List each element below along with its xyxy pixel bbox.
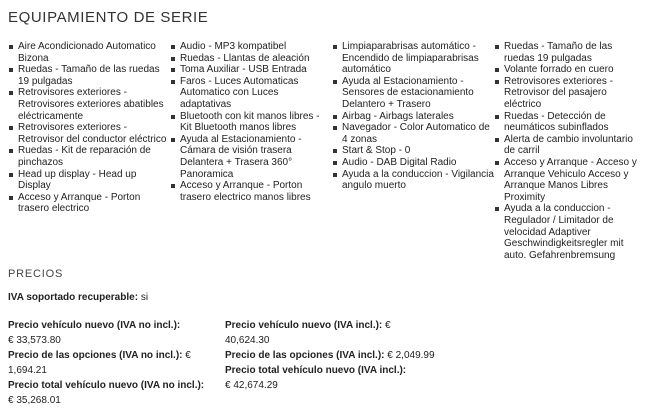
price-new-label: Precio vehículo nuevo (IVA no incl.): [8, 320, 181, 331]
iva-label: IVA soportado recuperable: [8, 292, 139, 303]
iva-recoverable [8, 292, 148, 303]
equipment-item: Ayuda a la conduccion - Regulador / Limitador de velocidad Adaptiver Geschwindigkeitsregler mit auto. Gefahrenbremsung [494, 203, 644, 261]
equipment-item: Acceso y Arranque - Acceso y Arranque Vehiculo Acceso y Arranque Manos Libres Proximity [494, 157, 644, 203]
equipment-item: Retrovisores exteriores - Retrovisor del pasajero eléctrico [494, 76, 644, 111]
price-new-value: € 33,573.80 [8, 335, 61, 346]
equipment-column-1 [8, 41, 170, 261]
equipment-item: Bluetooth con kit manos libres - Kit Bluetooth manos libres [170, 111, 332, 134]
prices-without-iva [8, 318, 218, 408]
equipment-item: Ruedas - Llantas de aleación [170, 53, 332, 65]
price-options-value: € 1,694.21 [8, 350, 191, 376]
equipment-column-2 [170, 41, 332, 261]
equipment-item: Head up display - Head up Display [8, 169, 170, 192]
equipment-item: Ruedas - Kit de reparación de pinchazos [8, 145, 170, 168]
equipment-item: Toma Auxiliar - USB Entrada [170, 64, 332, 76]
price-total-label: Precio total vehículo nuevo (IVA incl.): [225, 365, 407, 376]
price-options-label: Precio de las opciones (IVA no incl.): [8, 350, 183, 361]
prices-with-iva [225, 318, 435, 393]
equipment-item: Limpiaparabrisas automático - Encendido de limpiaparabrisas automático [332, 41, 494, 76]
equipment-column-4 [494, 41, 644, 261]
price-options-value: € 2,049.99 [387, 350, 435, 361]
equipment-column-3 [332, 41, 494, 261]
price-new-label: Precio vehículo nuevo (IVA incl.): [225, 320, 383, 331]
price-total-value: € 35,268.01 [8, 395, 61, 406]
equipment-item: Ayuda al Estacionamiento - Sensores de estacionamiento Delantero + Trasero [332, 76, 494, 111]
equipment-item: Ayuda a la conduccion - Vigilancia angulo muerto [332, 169, 494, 192]
equipment-item: Acceso y Arranque - Porton trasero electrico [8, 192, 170, 215]
equipment-item: Ruedas - Tamaño de las ruedas 19 pulgadas [8, 64, 170, 87]
price-total-value: € 42,674.29 [225, 380, 278, 391]
iva-value: si [140, 292, 149, 303]
equipment-item: Faros - Luces Automaticas Automatico con Luces adaptativas [170, 76, 332, 111]
equipment-item: Start & Stop - 0 [332, 145, 494, 157]
equipment-item: Audio - MP3 kompatibel [170, 41, 332, 53]
equipment-item: Ayuda al Estacionamiento - Cámara de visión trasera Delantera + Trasera 360° Panoramica [170, 134, 332, 180]
equipment-item: Alerta de cambio involuntario de carril [494, 134, 644, 157]
price-options-label: Precio de las opciones (IVA incl.): [225, 350, 385, 361]
equipment-item: Retrovisores exteriores - Retrovisor del conductor eléctrico [8, 122, 170, 145]
equipment-item: Ruedas - Detección de neumáticos subinflados [494, 111, 644, 134]
equipment-item: Navegador - Color Automatico de 4 zonas [332, 122, 494, 145]
equipment-item: Airbag - Airbags laterales [332, 111, 494, 123]
equipment-list [8, 41, 644, 261]
equipment-item: Audio - DAB Digital Radio [332, 157, 494, 169]
equipment-item: Ruedas - Tamaño de las ruedas 19 pulgadas [494, 41, 644, 64]
prices-section-title: PRECIOS [8, 268, 64, 280]
equipment-item: Acceso y Arranque - Porton trasero electrico manos libres [170, 180, 332, 203]
equipment-section-title: EQUIPAMIENTO DE SERIE [8, 9, 209, 26]
equipment-item: Volante forrado en cuero [494, 64, 644, 76]
equipment-item: Aire Acondicionado Automatico Bizona [8, 41, 170, 64]
price-total-label: Precio total vehículo nuevo (IVA no incl.): [8, 380, 205, 391]
equipment-item: Retrovisores exteriores - Retrovisores exteriores abatibles eléctricamente [8, 87, 170, 122]
price-new-value: € 40,624.30 [225, 320, 391, 346]
